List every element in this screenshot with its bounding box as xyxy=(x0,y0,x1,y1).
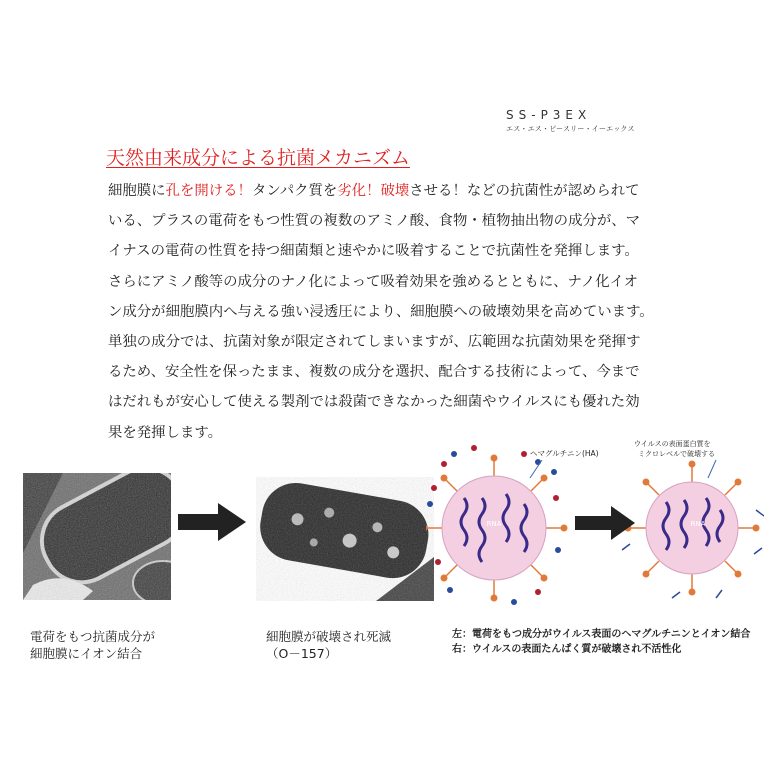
body-line: 単独の成分では、抗菌対象が限定されてしまいますが、広範囲な抗菌効果を発揮す xyxy=(108,334,641,351)
virus-left xyxy=(426,445,568,605)
micrograph-bacteria-destroyed xyxy=(256,477,434,601)
diagram-legend xyxy=(452,627,750,657)
body-text-span: させる！などの抗菌性が認められて xyxy=(409,183,640,199)
caption-line: 細胞膜が破壊され死滅 xyxy=(266,629,392,644)
highlight-degrade: 劣化！ xyxy=(337,183,381,199)
body-line: イナスの電荷の性質を持つ細菌類と速やかに吸着することで抗菌性を発揮します。 xyxy=(108,243,639,260)
body-line: いる、プラスの電荷をもつ性質の複数のアミノ酸、食物・植物抽出物の成分が、マ xyxy=(108,213,641,230)
brand-reading: エス・エス・ピースリー・イーエックス xyxy=(506,125,635,133)
right-arrow-icon xyxy=(178,503,246,541)
body-text-span: タンパク質を xyxy=(251,183,338,199)
body-line-1 xyxy=(108,176,718,206)
svg-text:RNA: RNA xyxy=(690,520,706,528)
body-line: さらにアミノ酸等の成分のナノ化によって吸着効果を強めるとともに、ナノ化イオ xyxy=(108,273,639,290)
caption-line: 細胞膜にイオン結合 xyxy=(30,646,143,661)
virus-right xyxy=(620,461,764,599)
highlight-destroy: 破壊 xyxy=(380,183,410,199)
legend-right: 右：ウイルスの表面たんぱく質が破壊され不活性化 xyxy=(452,644,682,655)
body-line: 果を発揮します。 xyxy=(108,424,222,441)
svg-text:ヘマグルチニン(HA): ヘマグルチニン(HA) xyxy=(530,449,599,458)
body-line: はだれもが安心して使える製剤では殺菌できなかった細菌やウイルスにも優れた効 xyxy=(108,394,640,411)
caption-membrane-destroyed xyxy=(266,628,391,662)
body-line: ン成分が細胞膜内へ与える強い浸透圧により、細胞膜への破壊効果を高めています。 xyxy=(108,303,654,320)
body-line: るため、安全性を保ったまま、複数の成分を選択、配合する技術によって、今まで xyxy=(108,364,640,381)
body-text-span: 細胞膜に xyxy=(108,183,166,199)
right-arrow-icon xyxy=(575,506,635,540)
svg-text:RNA: RNA xyxy=(486,520,502,528)
micrograph-bacteria-before xyxy=(23,473,171,600)
legend-left: 左：電荷をもつ成分がウイルス表面のヘマグルチニンとイオン結合 xyxy=(452,629,751,640)
brand-code: SS-P3EX xyxy=(506,108,592,122)
caption-line: 電荷をもつ抗菌成分が xyxy=(30,629,156,644)
body-text xyxy=(108,176,718,448)
caption-line: （O－157） xyxy=(266,646,338,661)
highlight-open-pores: 孔を開ける！ xyxy=(165,183,252,199)
caption-ion-binding xyxy=(30,628,155,662)
svg-text:ミクロレベルで破壊する: ミクロレベルで破壊する xyxy=(638,450,715,458)
section-heading: 天然由来成分による抗菌メカニズム xyxy=(106,147,411,169)
svg-text:ウイルスの表面蛋白質を: ウイルスの表面蛋白質を xyxy=(634,440,711,448)
